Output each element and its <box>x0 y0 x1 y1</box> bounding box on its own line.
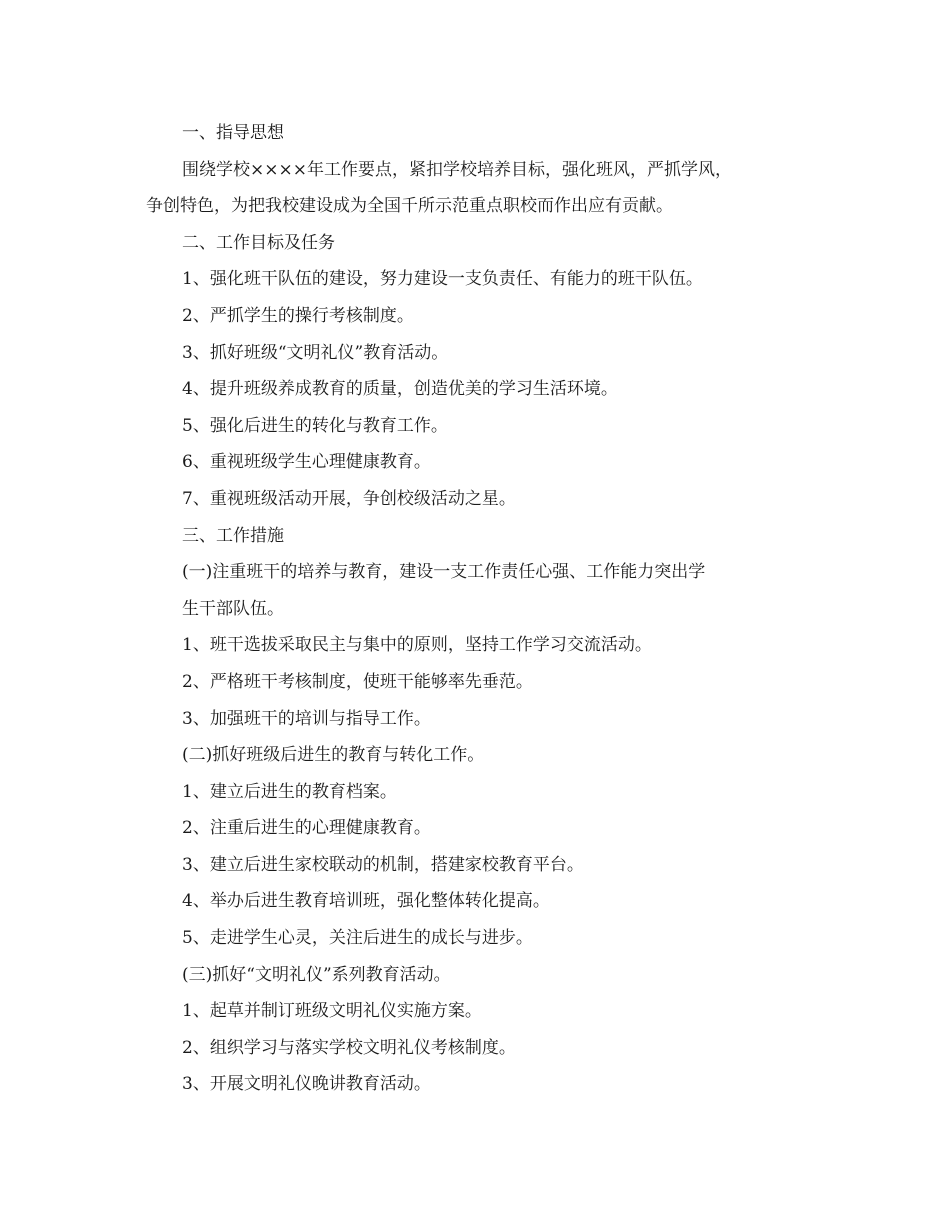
list-item: 2、组织学习与落实学校文明礼仪考核制度。 <box>182 1037 516 1058</box>
list-item: 5、强化后进生的转化与教育工作。 <box>182 415 448 436</box>
list-item: 1、起草并制订班级文明礼仪实施方案。 <box>182 1001 482 1022</box>
list-item: 4、提升班级养成教育的质量，创造优美的学习生活环境。 <box>182 379 618 400</box>
list-item: 5、走进学生心灵，关注后进生的成长与进步。 <box>182 928 533 949</box>
list-item: 3、加强班干的培训与指导工作。 <box>182 708 431 729</box>
paragraph-line: 围绕学校××××年工作要点，紧扣学校培养目标，强化班风，严抓学风， <box>182 159 732 180</box>
heading-work-measures: 三、工作措施 <box>182 525 284 546</box>
subheading: (三)抓好“文明礼仪”系列教育活动。 <box>182 964 451 985</box>
list-item: 1、建立后进生的教育档案。 <box>182 781 397 802</box>
document-body <box>146 115 806 1103</box>
list-item: 7、重视班级活动开展，争创校级活动之星。 <box>182 488 516 509</box>
list-item: 3、抓好班级“文明礼仪”教育活动。 <box>182 342 449 363</box>
list-item: 3、开展文明礼仪晚讲教育活动。 <box>182 1074 431 1095</box>
list-item: 3、建立后进生家校联动的机制，搭建家校教育平台。 <box>182 854 584 875</box>
paragraph-line: 争创特色，为把我校建设成为全国千所示范重点职校而作出应有贡献。 <box>146 196 673 217</box>
list-item: 2、注重后进生的心理健康教育。 <box>182 818 431 839</box>
list-item: 2、严抓学生的操行考核制度。 <box>182 305 414 326</box>
list-item: 1、班干选拔采取民主与集中的原则，坚持工作学习交流活动。 <box>182 635 652 656</box>
list-item: 2、严格班干考核制度，使班干能够率先垂范。 <box>182 671 533 692</box>
list-item: 4、举办后进生教育培训班，强化整体转化提高。 <box>182 891 550 912</box>
subheading: (二)抓好班级后进生的教育与转化工作。 <box>182 745 485 766</box>
subheading-continued: 生干部队伍。 <box>182 598 284 619</box>
list-item: 6、重视班级学生心理健康教育。 <box>182 452 431 473</box>
list-item: 1、强化班干队伍的建设，努力建设一支负责任、有能力的班干队伍。 <box>182 269 703 290</box>
heading-goals-and-tasks: 二、工作目标及任务 <box>182 232 335 253</box>
heading-guiding-ideology: 一、指导思想 <box>182 123 284 143</box>
subheading: (一)注重班干的培养与教育，建设一支工作责任心强、工作能力突出学 <box>182 562 706 583</box>
